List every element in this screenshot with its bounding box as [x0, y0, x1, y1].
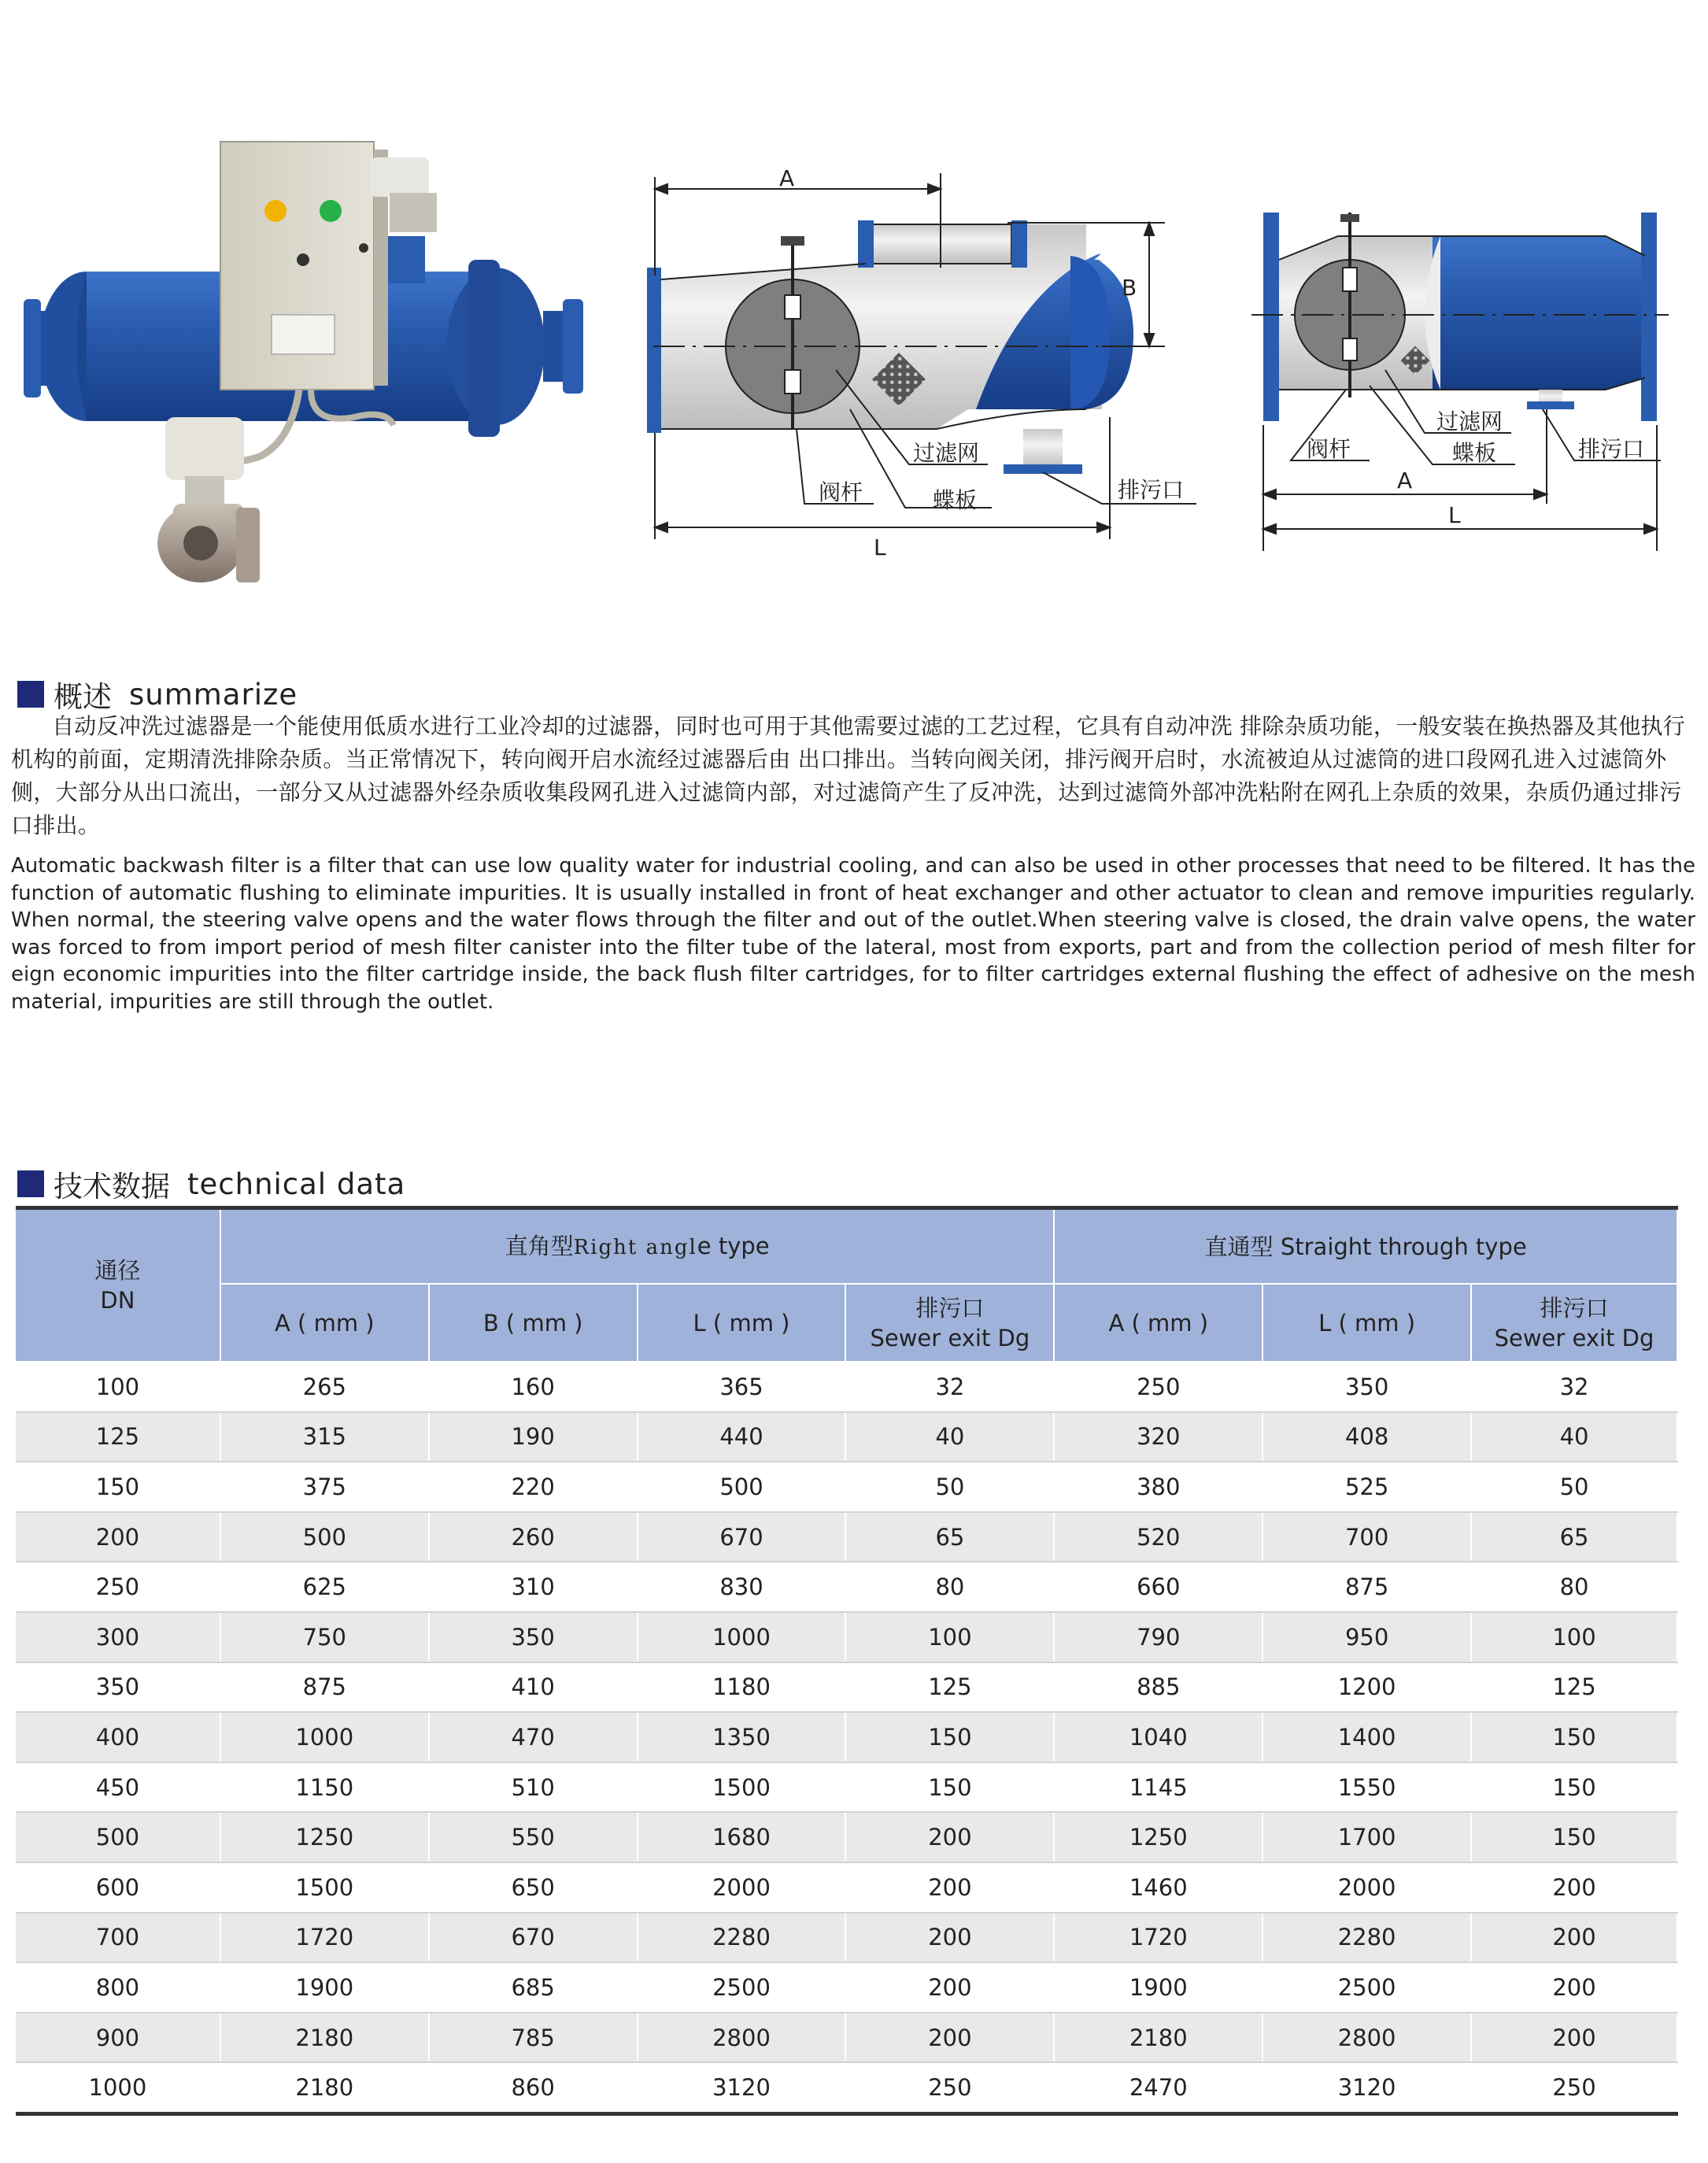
table-cell: 150	[1471, 1812, 1677, 1862]
table-cell: 2000	[638, 1862, 846, 1913]
table-cell: 80	[1471, 1562, 1677, 1612]
table-cell: 885	[1054, 1662, 1263, 1713]
outlet-flange-2	[1641, 213, 1657, 421]
table-cell: 150	[845, 1762, 1054, 1813]
fig2-label-butterfly: 蝶板	[1452, 440, 1497, 466]
tech-table-body	[16, 1362, 1677, 2113]
table-cell: 350	[1263, 1362, 1471, 1412]
header-st-sewer	[1471, 1284, 1677, 1362]
header-dn-en: DN	[100, 1287, 135, 1314]
tech-data-table	[16, 1206, 1678, 2116]
table-row	[16, 1562, 1677, 1612]
table-cell: 400	[16, 1712, 220, 1762]
header-dn-cn: 通径	[94, 1257, 141, 1284]
table-cell: 900	[16, 2013, 220, 2063]
table-cell: 2280	[1263, 1913, 1471, 1963]
header-right-angle-spaced: Right angl	[573, 1235, 697, 1259]
table-cell: 790	[1054, 1612, 1263, 1662]
header-right-angle-rest: e type	[697, 1232, 770, 1259]
header-ra-a: A ( mm )	[220, 1284, 429, 1362]
table-cell: 1150	[220, 1762, 429, 1813]
table-cell: 1460	[1054, 1862, 1263, 1913]
table-cell: 150	[1471, 1712, 1677, 1762]
table-cell: 265	[220, 1362, 429, 1412]
table-cell: 100	[1471, 1612, 1677, 1662]
table-row	[16, 1362, 1677, 1412]
fig2-dim-l: L	[1448, 502, 1461, 528]
header-ra-b: B ( mm )	[429, 1284, 638, 1362]
table-cell: 150	[1471, 1762, 1677, 1813]
table-row	[16, 1412, 1677, 1462]
table-row	[16, 1962, 1677, 2013]
table-row	[16, 2013, 1677, 2063]
header-st-sewer-en: Sewer exit Dg	[1494, 1324, 1654, 1351]
diagram-right-angle	[647, 173, 1196, 539]
table-cell: 350	[16, 1662, 220, 1713]
table-cell: 1250	[220, 1812, 429, 1862]
section-marker-icon	[17, 681, 44, 708]
table-cell: 1700	[1263, 1812, 1471, 1862]
table-cell: 50	[845, 1462, 1054, 1512]
table-row	[16, 1812, 1677, 1862]
table-cell: 2180	[1054, 2013, 1263, 2063]
selector-switch-icon	[297, 253, 309, 266]
inlet-flange-2	[1263, 213, 1279, 421]
table-cell: 200	[1471, 1913, 1677, 1963]
table-cell: 2500	[1263, 1962, 1471, 2013]
table-cell: 1900	[1054, 1962, 1263, 2013]
table-row	[16, 1512, 1677, 1562]
indicator-lamp-yellow	[264, 200, 287, 222]
table-cell: 320	[1054, 1412, 1263, 1462]
header-right-angle	[220, 1208, 1054, 1285]
table-cell: 1500	[638, 1762, 846, 1813]
table-row	[16, 1662, 1677, 1713]
table-cell: 200	[845, 1812, 1054, 1862]
fig2-label-screen: 过滤网	[1436, 409, 1503, 434]
table-cell: 365	[638, 1362, 846, 1412]
table-cell: 310	[429, 1562, 638, 1612]
table-cell: 32	[845, 1362, 1054, 1412]
table-cell: 200	[1471, 2013, 1677, 2063]
indicator-lamp-green	[320, 200, 342, 222]
table-cell: 2470	[1054, 2062, 1263, 2113]
table-cell: 1720	[1054, 1913, 1263, 1963]
header-dn	[16, 1208, 220, 1363]
header-st-a: A ( mm )	[1054, 1284, 1263, 1362]
table-cell: 350	[429, 1612, 638, 1662]
table-cell: 1720	[220, 1913, 429, 1963]
header-st-sewer-cn: 排污口	[1540, 1294, 1609, 1322]
table-cell: 660	[1054, 1562, 1263, 1612]
table-cell: 250	[1054, 1362, 1263, 1412]
table-cell: 315	[220, 1412, 429, 1462]
table-cell: 830	[638, 1562, 846, 1612]
table-cell: 2500	[638, 1962, 846, 2013]
table-cell: 860	[429, 2062, 638, 2113]
tech-title-cn: 技术数据	[54, 1170, 170, 1204]
table-cell: 125	[16, 1412, 220, 1462]
table-cell: 3120	[1263, 2062, 1471, 2113]
product-figures	[0, 0, 1708, 598]
table-cell: 1250	[1054, 1812, 1263, 1862]
table-row	[16, 2062, 1677, 2113]
fig1-label-drain: 排污口	[1118, 477, 1185, 503]
table-cell: 510	[429, 1762, 638, 1813]
table-cell: 1000	[638, 1612, 846, 1662]
drain-valve-actuator	[165, 417, 244, 480]
table-cell: 50	[1471, 1462, 1677, 1512]
table-cell: 525	[1263, 1462, 1471, 1512]
table-cell: 40	[1471, 1412, 1677, 1462]
table-cell: 685	[429, 1962, 638, 2013]
table-cell: 260	[429, 1512, 638, 1562]
table-cell: 2800	[1263, 2013, 1471, 2063]
table-cell: 470	[429, 1712, 638, 1762]
table-cell: 450	[16, 1762, 220, 1813]
table-cell: 500	[220, 1512, 429, 1562]
header-straight: 直通型 Straight through type	[1054, 1208, 1677, 1285]
product-photo	[24, 142, 583, 582]
table-row	[16, 1612, 1677, 1662]
table-cell: 1000	[220, 1712, 429, 1762]
table-cell: 1180	[638, 1662, 846, 1713]
table-cell: 1000	[16, 2062, 220, 2113]
fig2-label-rod: 阀杆	[1307, 436, 1351, 462]
table-row	[16, 1712, 1677, 1762]
table-cell: 875	[1263, 1562, 1471, 1612]
table-cell: 625	[220, 1562, 429, 1612]
table-cell: 670	[638, 1512, 846, 1562]
table-cell: 250	[16, 1562, 220, 1612]
tech-heading	[17, 1163, 405, 1205]
table-cell: 750	[220, 1612, 429, 1662]
fig1-dim-l: L	[874, 534, 886, 560]
table-cell: 190	[429, 1412, 638, 1462]
table-cell: 200	[845, 2013, 1054, 2063]
inlet-flange	[24, 299, 41, 397]
table-row	[16, 1862, 1677, 1913]
table-cell: 200	[845, 1913, 1054, 1963]
table-cell: 700	[16, 1913, 220, 1963]
table-cell: 32	[1471, 1362, 1677, 1412]
table-cell: 800	[16, 1962, 220, 2013]
table-cell: 700	[1263, 1512, 1471, 1562]
diagram-straight-through	[1251, 213, 1669, 551]
table-cell: 2280	[638, 1913, 846, 1963]
table-cell: 380	[1054, 1462, 1263, 1512]
table-cell: 1550	[1263, 1762, 1471, 1813]
table-cell: 40	[845, 1412, 1054, 1462]
table-cell: 220	[429, 1462, 638, 1512]
table-cell: 100	[845, 1612, 1054, 1662]
header-ra-sewer	[845, 1284, 1054, 1362]
header-ra-sewer-cn: 排污口	[915, 1294, 985, 1322]
fig2-dim-a: A	[1397, 468, 1413, 494]
summary-title-en: summarize	[129, 677, 298, 712]
table-cell: 1500	[220, 1862, 429, 1913]
table-cell: 2180	[220, 2062, 429, 2113]
table-cell: 600	[16, 1862, 220, 1913]
fig1-dim-a: A	[779, 165, 795, 191]
table-cell: 65	[845, 1512, 1054, 1562]
table-cell: 2180	[220, 2013, 429, 2063]
table-cell: 200	[845, 1862, 1054, 1913]
table-cell: 3120	[638, 2062, 846, 2113]
table-cell: 950	[1263, 1612, 1471, 1662]
table-cell: 410	[429, 1662, 638, 1713]
table-cell: 1040	[1054, 1712, 1263, 1762]
table-row	[16, 1462, 1677, 1512]
table-cell: 1200	[1263, 1662, 1471, 1713]
header-ra-sewer-en: Sewer exit Dg	[870, 1324, 1030, 1351]
summary-heading	[17, 673, 298, 715]
table-cell: 1350	[638, 1712, 846, 1762]
table-cell: 300	[16, 1612, 220, 1662]
table-cell: 785	[429, 2013, 638, 2063]
table-cell: 670	[429, 1913, 638, 1963]
header-st-l: L ( mm )	[1263, 1284, 1471, 1362]
tech-title-en: technical data	[187, 1167, 406, 1201]
header-ra-l: L ( mm )	[638, 1284, 846, 1362]
table-cell: 160	[429, 1362, 638, 1412]
table-cell: 1900	[220, 1962, 429, 2013]
table-cell: 440	[638, 1412, 846, 1462]
table-cell: 500	[638, 1462, 846, 1512]
table-cell: 200	[1471, 1862, 1677, 1913]
table-cell: 150	[845, 1712, 1054, 1762]
nameplate	[272, 315, 335, 354]
fig1-label-rod: 阀杆	[819, 479, 863, 505]
table-cell: 2800	[638, 2013, 846, 2063]
table-cell: 500	[16, 1812, 220, 1862]
header-right-angle-cn: 直角型	[505, 1232, 574, 1259]
table-row	[16, 1913, 1677, 1963]
table-cell: 1400	[1263, 1712, 1471, 1762]
table-cell: 200	[1471, 1962, 1677, 2013]
table-cell: 250	[845, 2062, 1054, 2113]
table-cell: 1680	[638, 1812, 846, 1862]
table-cell: 550	[429, 1812, 638, 1862]
table-cell: 125	[845, 1662, 1054, 1713]
table-cell: 200	[845, 1962, 1054, 2013]
table-cell: 875	[220, 1662, 429, 1713]
table-cell: 650	[429, 1862, 638, 1913]
fig1-label-butterfly: 蝶板	[933, 487, 978, 513]
section-marker-icon	[17, 1170, 44, 1197]
table-cell: 80	[845, 1562, 1054, 1612]
table-row	[16, 1762, 1677, 1813]
fig1-dim-b: B	[1122, 275, 1137, 301]
table-cell: 200	[16, 1512, 220, 1562]
fig1-label-screen: 过滤网	[913, 440, 980, 466]
outlet-flange	[563, 299, 583, 394]
table-cell: 250	[1471, 2062, 1677, 2113]
summary-title-cn: 概述	[54, 680, 112, 714]
table-cell: 520	[1054, 1512, 1263, 1562]
table-cell: 65	[1471, 1512, 1677, 1562]
table-cell: 375	[220, 1462, 429, 1512]
table-cell: 150	[16, 1462, 220, 1512]
table-cell: 408	[1263, 1412, 1471, 1462]
fig2-label-drain: 排污口	[1578, 436, 1645, 462]
table-cell: 1145	[1054, 1762, 1263, 1813]
table-cell: 100	[16, 1362, 220, 1412]
table-cell: 125	[1471, 1662, 1677, 1713]
table-cell: 2000	[1263, 1862, 1471, 1913]
summary-text-cn: 自动反冲洗过滤器是一个能使用低质水进行工业冷却的过滤器，同时也可用于其他需要过滤的工艺过程，它具有自动冲洗 排除杂质功能，一般安装在换热器及其他执行机构的前面，定期清洗排除杂质。当正常情况下，转向阀开启水流经过滤器后由 出口排出。当转向阀关闭，排污阀开启时，水流被迫从过滤筒的进口段网孔进入过滤筒外侧，大部分从出口流出，一部分又从过滤器外经杂质收集段网孔进入过滤筒内部，对过滤筒产生了反冲洗，达到过滤筒外部冲洗粘附在网孔上杂质的效果，杂质仍通过排污口排出。	[11, 713, 1686, 838]
summary-text-en: Automatic backwash filter is a filter that can use low quality water for industrial cooling, and can also be used in other processes that need to be filtered. It has the function of automatic flushing to eliminate impurities. It is usually installed in front of heat exchanger and other actuator to clean and remove impurities regularly. When normal, the steering valve opens and the water flows through the filter and out of the outlet.When steering valve is closed, the drain valve opens, the water was forced to from import period of mesh filter canister into the filter tube of the lateral, most from exports, part and from the collection period of mesh filter for eign economic impurities into the filter cartridge inside, the back flush filter cartridges, for to filter cartridges external flushing the effect of adhesive on the mesh material, impurities are still through the outlet.	[11, 854, 1695, 1014]
